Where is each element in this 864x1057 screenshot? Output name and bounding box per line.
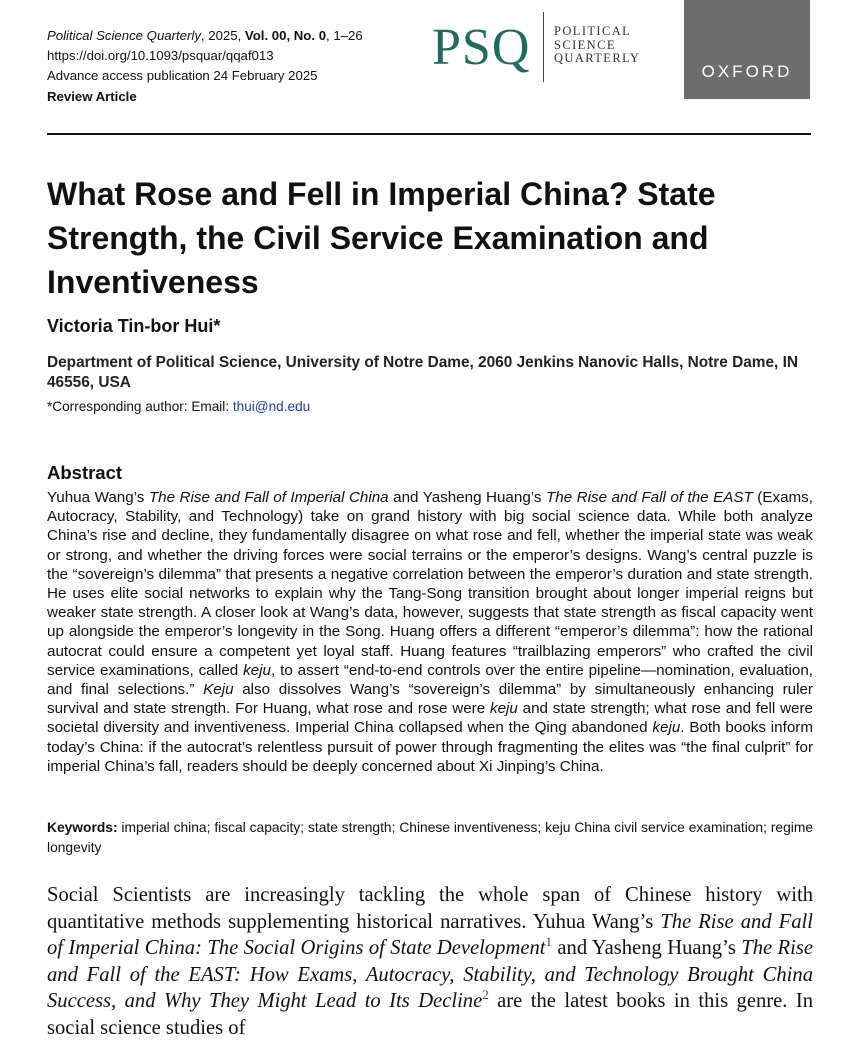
psq-logo-word: POLITICAL <box>554 24 632 38</box>
citation-pages: , 1–26 <box>326 28 363 43</box>
doi-link[interactable]: https://doi.org/10.1093/psquar/qqaf013 <box>47 48 274 63</box>
psq-logo-word: SCIENCE <box>554 37 616 52</box>
author-name: Victoria Tin-bor Hui* <box>47 316 221 336</box>
keywords <box>47 818 813 857</box>
psq-logo-letters: PSQ <box>432 19 531 76</box>
corresponding-label: *Corresponding author: Email: <box>47 399 233 414</box>
footnote-ref-2[interactable]: 2 <box>482 987 489 1003</box>
oxford-logo <box>684 0 810 99</box>
psq-logo <box>432 12 662 82</box>
keywords-label: Keywords: <box>47 820 118 835</box>
body-paragraph: Social Scientists are increasingly tackling the whole span of Chinese history with quantitative methods supplementing historical narratives. Yuhua Wang’s The Rise and Fall of Imperial China: The Social Origins of State Development$^1$ and Yasheng Huang’s The Rise and Fall of the EAST: How Exams, Autocracy, Stability, and Technology Brought China Success, and Why They Might Lead to Its Decline$^2$ are the latest books in this genre. In social science studies of <box>47 884 813 1039</box>
corresponding-author <box>47 399 310 414</box>
psq-logo-word: QUARTERLY <box>554 51 641 65</box>
author-affiliation: Department of Political Science, University of Notre Dame, 2060 Jenkins Nanovic Halls, Notre Dame, IN 46556, USA <box>47 354 798 391</box>
citation-line <box>47 26 363 46</box>
article-title: What Rose and Fell in Imperial China? State Strength, the Civil Service Examination and Inventiveness <box>47 176 716 300</box>
abstract-heading: Abstract <box>47 462 123 483</box>
publisher-name: OXFORD <box>701 62 793 81</box>
journal-name: Political Science Quarterly <box>47 28 201 43</box>
article-type: Review Article <box>47 89 137 104</box>
psq-logo-words <box>554 25 640 66</box>
psq-logo-divider <box>543 12 544 82</box>
author-email-link[interactable]: thui@nd.edu <box>232 399 311 414</box>
abstract-text: Yuhua Wang’s The Rise and Fall of Imperial China and Yasheng Huang’s The Rise and Fall of the EAST (Exams, Autocracy, Stability, and Technology) take on grand history with big social science data. While both analyze China’s rise and decline, they fundamentally disagree on what rose and fell, whether the imperial state was weak or strong, and whether the driving forces were social terrains or the emperor’s designs. Wang’s central puzzle is the “sovereign’s dilemma” that presents a negative correlation between the emperor’s duration and state strength. He uses elite social networks to explain why the Tang-Song transition brought about longer imperial reigns but weaker state strength. A closer look at Wang’s data, however, suggests that state strength as fiscal capacity went up alongside the emperor’s longevity in the Song. Huang offers a different “emperor’s dilemma”: how the rational autocrat could ensure a competent yet loyal staff. Huang features “trailblazing emperors” who crafted the civil service examinations, called keju, to assert “end-to-end controls over the entire pipeline—nomination, evaluation, and final selections.” Keju also dissolves Wang’s “sovereign’s dilemma” by simultaneously enhancing ruler survival and state strength. For Huang, what rose and rose were keju and state strength; what rose and fell were societal diversity and inventiveness. Imperial China collapsed when the Qing abandoned keju. Both books inform today’s China: if the autocrat’s relentless pursuit of power through fragmenting the elites was “the final culprit” for imperial China’s fall, readers should be deeply concerned about Xi Jinping’s China. <box>47 489 813 775</box>
citation-volume: Vol. 00, No. 0 <box>244 28 327 43</box>
article-meta <box>47 26 363 107</box>
header-divider <box>47 133 811 135</box>
keywords-list: imperial china; fiscal capacity; state strength; Chinese inventiveness; keju China civil service examination; regime longevity <box>47 820 813 855</box>
citation-year: , 2025, <box>200 28 245 43</box>
footnote-ref-1[interactable]: 1 <box>545 934 553 950</box>
access-date: Advance access publication 24 February 2025 <box>47 68 318 83</box>
